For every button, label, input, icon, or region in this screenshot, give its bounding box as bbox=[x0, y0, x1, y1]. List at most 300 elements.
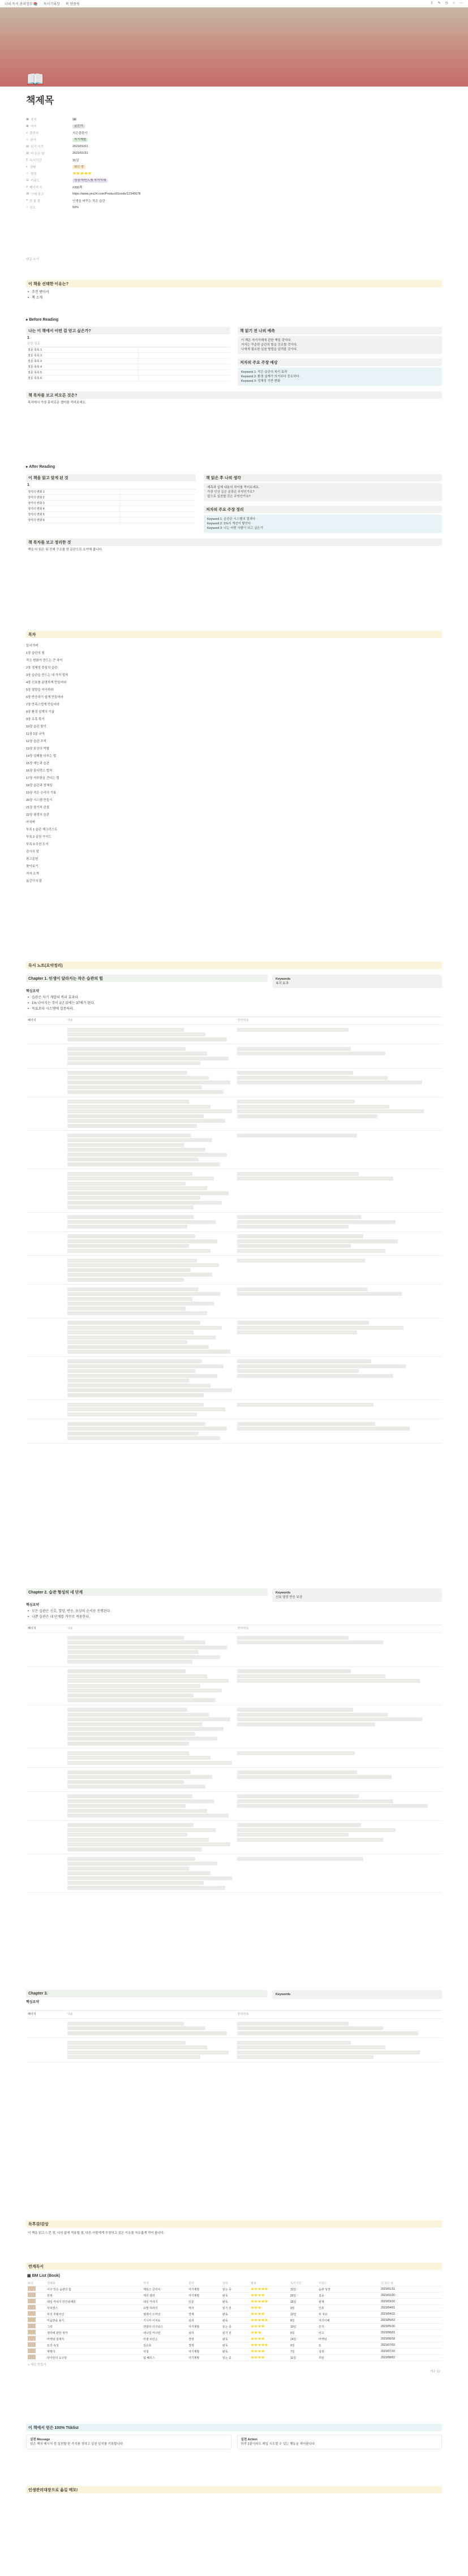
clock-icon[interactable]: ◷ bbox=[445, 2, 448, 5]
summary-item[interactable]: • 목표보다 시스템에 집중하라. bbox=[26, 1006, 442, 1012]
property-value[interactable] bbox=[72, 124, 445, 128]
row-page bbox=[26, 1792, 66, 1820]
row-body bbox=[66, 1748, 235, 1767]
before-right bbox=[238, 327, 442, 386]
book-row[interactable] bbox=[26, 2293, 442, 2299]
reflect-action-label: 실천 Action bbox=[241, 2438, 257, 2441]
progress-icon: ◔ bbox=[26, 206, 28, 209]
property-row[interactable] bbox=[26, 157, 445, 163]
book-cell: 20일 bbox=[290, 2294, 297, 2298]
book-cell[interactable]: 마케팅 설계자 bbox=[47, 2337, 65, 2341]
book-cell: 앤절라 더크워스 bbox=[143, 2325, 164, 2329]
top-bar bbox=[0, 0, 468, 7]
property-name bbox=[26, 124, 72, 128]
after-bottom-text[interactable]: 책을 다 읽은 뒤 전체 구조를 한 문단으로 요약해 봅니다. bbox=[28, 548, 103, 552]
row-body bbox=[66, 1319, 235, 1356]
property-name bbox=[26, 131, 72, 135]
toc-item[interactable]: 6장 반응하기 쉽게 만들어라 bbox=[26, 696, 64, 699]
property-value[interactable] bbox=[72, 165, 445, 169]
star-icon[interactable]: ☆ bbox=[452, 2, 456, 5]
book-cell[interactable]: 타이탄의 도구들 bbox=[47, 2356, 67, 2360]
toc-item[interactable]: 참고문헌 bbox=[26, 858, 38, 861]
table-row[interactable] bbox=[26, 2019, 442, 2038]
book-cell: ⭐⭐⭐⭐ bbox=[251, 2350, 265, 2353]
row-value bbox=[138, 364, 230, 369]
toc-item[interactable]: 13장 보상의 역할 bbox=[26, 747, 50, 751]
toc-item[interactable]: 10장 습관 쌓기 bbox=[26, 725, 46, 729]
book-cover bbox=[26, 2286, 45, 2292]
calendar-icon: ▤ bbox=[26, 145, 29, 148]
table-row[interactable] bbox=[26, 1854, 442, 1893]
book-cell: 자기계발 bbox=[188, 2350, 200, 2354]
table-row[interactable] bbox=[26, 1400, 442, 1419]
why-item[interactable]: • 추천 받아서 bbox=[26, 290, 442, 295]
after-right bbox=[204, 474, 442, 533]
row-value bbox=[119, 501, 196, 506]
property-value-text: https://www.yes24.com/Product/Goods/12345678 bbox=[72, 192, 141, 196]
toc-item[interactable]: 14장 실패를 다루는 법 bbox=[26, 755, 57, 758]
property-value[interactable] bbox=[72, 138, 445, 142]
book-cell: 9일 bbox=[290, 2344, 295, 2347]
toc-item[interactable]: 작은 변화가 만드는 큰 차이 bbox=[26, 659, 63, 662]
row-page bbox=[26, 1821, 66, 1854]
toc-item[interactable]: 1장 습관의 힘 bbox=[26, 652, 45, 655]
table-row[interactable] bbox=[26, 347, 230, 353]
property-row[interactable] bbox=[26, 163, 445, 170]
toc-list bbox=[26, 638, 442, 885]
book-cell[interactable]: 데일 카네기 인간관계론 bbox=[47, 2300, 76, 2304]
reflect-action-text: 하루 2분이라도 매일 시도할 수 있는 행동을 적어봅니다. bbox=[241, 2443, 316, 2446]
property-row[interactable] bbox=[26, 116, 445, 123]
chapter-title[interactable]: Chapter 3. bbox=[26, 1990, 268, 1997]
topbar-actions bbox=[430, 1, 463, 6]
table-row[interactable] bbox=[26, 1748, 442, 1768]
book-cell: 완독 bbox=[222, 2300, 228, 2304]
book-cell[interactable]: 사피엔스 bbox=[47, 2306, 58, 2310]
book-cell: 루틴 bbox=[319, 2356, 324, 2360]
property-tag: 읽는 중 bbox=[72, 165, 85, 169]
property-name bbox=[26, 144, 72, 149]
property-name bbox=[26, 158, 72, 162]
book-cell: 제임스 클리어 bbox=[143, 2288, 161, 2291]
section-after bbox=[26, 464, 442, 554]
book-cell: 러셀 브런슨 bbox=[143, 2337, 158, 2341]
reflect-message-label: 실천 Message bbox=[30, 2438, 50, 2441]
book-table bbox=[26, 2280, 442, 2361]
property-name bbox=[26, 199, 72, 203]
property-value[interactable] bbox=[72, 145, 445, 148]
calendar-icon: ▤ bbox=[26, 152, 29, 155]
row-label: 질문 목록 1 bbox=[28, 348, 42, 352]
column-header: 페이지 bbox=[28, 1019, 36, 1022]
property-value[interactable] bbox=[72, 118, 445, 121]
keyword-line: Keyword 3: 나는 어떤 사람이 되고 싶은가 bbox=[207, 527, 263, 530]
chapter-summary-toggle[interactable]: 핵심요약 bbox=[26, 1604, 40, 1607]
book-cell: 게리 켈러 bbox=[143, 2294, 155, 2298]
status-icon: ◐ bbox=[26, 165, 28, 169]
book-row[interactable] bbox=[26, 2349, 442, 2355]
book-cell: 2023/08/02 bbox=[381, 2356, 396, 2359]
property-row[interactable] bbox=[26, 177, 445, 184]
table-row[interactable] bbox=[26, 1025, 442, 1044]
before-title: Before Reading bbox=[29, 318, 59, 322]
toc-item[interactable]: 부록 2 실천 가이드 bbox=[26, 835, 51, 839]
book-cell: ⭐⭐⭐⭐⭐ bbox=[251, 2300, 269, 2303]
book-row[interactable] bbox=[26, 2305, 442, 2311]
property-label: 상태 bbox=[29, 166, 36, 169]
property-value-text: 2023/01/31 bbox=[72, 152, 88, 155]
property-name bbox=[26, 117, 72, 122]
breadcrumb-1[interactable]: 나의 독서 관리장부 📚 bbox=[5, 3, 38, 6]
book-cell[interactable]: 그릿 bbox=[47, 2325, 53, 2329]
reflect-message[interactable] bbox=[26, 2435, 231, 2449]
table-row[interactable] bbox=[26, 1667, 442, 1705]
toc-item[interactable]: 20장 시스템 만들기 bbox=[26, 799, 53, 802]
table-row[interactable] bbox=[26, 2038, 442, 2062]
keywords-label: Keywords bbox=[276, 977, 291, 981]
table-row[interactable] bbox=[26, 1232, 442, 1256]
column-header: 키워드 bbox=[319, 2281, 327, 2285]
book-cell: 2023/07/03 bbox=[381, 2344, 396, 2347]
property-name bbox=[26, 205, 72, 210]
toc-item[interactable]: 11장 2분 규칙 bbox=[26, 733, 45, 736]
property-value[interactable] bbox=[72, 131, 445, 135]
book-row[interactable] bbox=[26, 2355, 442, 2361]
toc-item[interactable]: 5장 열망을 자극하라 bbox=[26, 688, 54, 692]
row-note bbox=[235, 2019, 442, 2037]
cover-thumbnail bbox=[28, 2336, 36, 2341]
book-row[interactable] bbox=[26, 2286, 442, 2293]
table-row[interactable] bbox=[26, 1705, 442, 1749]
toc-item[interactable]: 15장 재능과 습관 bbox=[26, 762, 50, 765]
table-row[interactable] bbox=[26, 1097, 442, 1131]
related-db-label: BM List (Book) bbox=[32, 2274, 60, 2278]
column-header: 생각/적용 bbox=[237, 2013, 249, 2016]
table-row[interactable] bbox=[26, 518, 196, 523]
column-header: 책제목 bbox=[47, 2281, 55, 2285]
book-cell: 자청 bbox=[143, 2350, 149, 2354]
summary-item[interactable]: • 1% 나아지는 것이 1년 뒤에는 37배가 된다. bbox=[26, 1001, 442, 1006]
chapter-header bbox=[26, 1990, 442, 1999]
book-cell[interactable]: 역행자 bbox=[47, 2350, 55, 2354]
comment-icon[interactable]: ✎ bbox=[437, 2, 441, 5]
book-cell: ⭐⭐⭐⭐ bbox=[251, 2356, 265, 2359]
book-cell: 7일 bbox=[290, 2350, 295, 2354]
book-row[interactable] bbox=[26, 2342, 442, 2349]
after-keywords[interactable] bbox=[204, 515, 442, 533]
row-note bbox=[235, 1854, 442, 1892]
toc-item[interactable]: 17장 지루함을 견디는 법 bbox=[26, 777, 59, 780]
column-header: 분야 bbox=[188, 2281, 194, 2285]
related-db-title[interactable] bbox=[26, 2270, 442, 2280]
property-value[interactable] bbox=[72, 152, 445, 155]
table-row[interactable] bbox=[26, 1044, 442, 1069]
table-row[interactable] bbox=[26, 1792, 442, 1821]
thought-line: 가장 인상 깊은 문장은 무엇인가요? bbox=[207, 490, 255, 494]
book-cell[interactable]: 아주 작은 습관의 힘 bbox=[47, 2288, 71, 2291]
book-cell[interactable]: 부의 추월차선 bbox=[47, 2312, 65, 2316]
property-row[interactable] bbox=[26, 143, 445, 150]
property-label: 평점 bbox=[30, 173, 37, 176]
after-thoughts[interactable] bbox=[204, 483, 442, 501]
book-row[interactable] bbox=[26, 2330, 442, 2336]
book-row[interactable] bbox=[26, 2336, 442, 2342]
book-cover bbox=[26, 2317, 45, 2323]
book-cell: 2023/05/02 bbox=[381, 2319, 396, 2322]
before-left bbox=[26, 327, 230, 386]
more-icon[interactable]: ⋯ bbox=[460, 2, 463, 5]
table-row[interactable] bbox=[26, 489, 196, 495]
property-value[interactable] bbox=[72, 199, 445, 203]
row-page bbox=[26, 2019, 66, 2037]
property-label: 표지 bbox=[31, 118, 37, 122]
summary-item[interactable]: • 나쁜 습관은 네 단계를 거꾸로 적용한다. bbox=[26, 1614, 442, 1620]
share-icon[interactable]: ⇪ bbox=[430, 2, 433, 5]
chapter-title[interactable]: Chapter 1. 인생이 달라지는 작은 습관의 힘 bbox=[26, 975, 268, 982]
toc-item[interactable]: 19장 작은 승리의 기록 bbox=[26, 791, 57, 795]
property-value[interactable] bbox=[72, 172, 445, 175]
row-count: 개수 12 bbox=[430, 2370, 440, 2373]
table-row[interactable] bbox=[26, 1821, 442, 1855]
toc-item[interactable]: 2장 정체성 중심의 습관 bbox=[26, 666, 58, 670]
row-page bbox=[26, 1768, 66, 1791]
book-row[interactable] bbox=[26, 2317, 442, 2324]
breadcrumb-3[interactable]: 북 템플릿 bbox=[65, 3, 80, 6]
column-header: 생각/적용 bbox=[237, 1627, 249, 1630]
reflect-action[interactable] bbox=[237, 2435, 443, 2449]
chapter-header bbox=[26, 975, 442, 988]
table-row[interactable] bbox=[26, 353, 230, 359]
chapter-title[interactable]: Chapter 2. 습관 형성의 네 단계 bbox=[26, 1588, 268, 1596]
before-toggle[interactable] bbox=[26, 317, 442, 324]
section-before bbox=[26, 317, 442, 407]
column-header: 저자 bbox=[143, 2281, 149, 2285]
book-cell: ⭐⭐⭐⭐ bbox=[251, 2325, 265, 2328]
property-row[interactable] bbox=[26, 136, 445, 143]
table-row[interactable] bbox=[26, 501, 196, 506]
table-row[interactable] bbox=[26, 1633, 442, 1667]
property-list bbox=[26, 116, 445, 211]
property-label: 다 읽은 날 bbox=[31, 152, 45, 156]
row-note bbox=[235, 2038, 442, 2062]
toc-item[interactable]: 21장 장기적 관점 bbox=[26, 806, 50, 809]
new-row-button[interactable]: + 새로 만들기 bbox=[28, 2363, 46, 2367]
book-cell: 대니얼 카너먼 bbox=[143, 2331, 161, 2335]
thought-line: 예측과 실제 내용의 차이를 적어보세요. bbox=[207, 486, 260, 489]
row-page bbox=[26, 1069, 66, 1097]
book-cell: 자기계발 bbox=[188, 2294, 200, 2298]
page-icon[interactable]: 📖 bbox=[26, 71, 45, 88]
property-label: 진도 bbox=[29, 206, 36, 210]
property-row[interactable] bbox=[26, 204, 445, 211]
property-row[interactable] bbox=[26, 123, 445, 130]
book-cell[interactable]: 돈의 속성 bbox=[47, 2344, 59, 2347]
column-header: 평점 bbox=[251, 2281, 256, 2285]
row-page bbox=[26, 1748, 66, 1767]
book-cell: 읽는 중 bbox=[222, 2356, 231, 2360]
before-bottom-text[interactable]: 목차에서 가장 흥미로운 챕터를 적어보세요. bbox=[28, 401, 87, 404]
book-cell: ⭐⭐⭐⭐⭐ bbox=[251, 2344, 269, 2347]
book-cell[interactable]: 미움받을 용기 bbox=[47, 2319, 65, 2323]
property-row[interactable] bbox=[26, 170, 445, 177]
table-row[interactable] bbox=[26, 1768, 442, 1792]
cover-thumbnail bbox=[28, 2305, 36, 2310]
property-value[interactable] bbox=[72, 158, 445, 162]
table-row[interactable] bbox=[26, 512, 196, 518]
table-row[interactable] bbox=[26, 1131, 442, 1169]
property-value[interactable] bbox=[72, 192, 445, 196]
book-cell: 2023/05/20 bbox=[381, 2325, 396, 2328]
toc-item[interactable]: 감사의 말 bbox=[26, 850, 39, 854]
property-row[interactable] bbox=[26, 130, 445, 136]
row-note bbox=[235, 1705, 442, 1748]
cover-thumbnail bbox=[28, 2330, 36, 2334]
chapter-summary-toggle[interactable]: 핵심요약 bbox=[26, 990, 40, 993]
row-body bbox=[66, 1768, 235, 1791]
property-tag: 글쓴이 bbox=[72, 124, 85, 128]
property-value[interactable] bbox=[72, 179, 445, 183]
row-note bbox=[235, 1025, 442, 1044]
table-row[interactable] bbox=[26, 1419, 442, 1444]
column-header: 페이지 bbox=[28, 2013, 36, 2016]
why-item[interactable]: • 책 소개 bbox=[26, 295, 442, 301]
property-label: 한 줄 평 bbox=[29, 200, 40, 203]
row-value bbox=[119, 518, 196, 523]
book-cover bbox=[26, 2293, 45, 2298]
table-header bbox=[26, 2011, 442, 2019]
after-left-header: 이 책을 읽고 알게 된 것 bbox=[26, 474, 196, 481]
table-row[interactable] bbox=[26, 1213, 442, 1232]
book-cell: 14일 bbox=[290, 2337, 297, 2341]
section-review bbox=[26, 2220, 442, 2239]
table-row[interactable] bbox=[26, 1169, 442, 1213]
before-keywords[interactable] bbox=[238, 368, 442, 386]
table-row[interactable] bbox=[26, 1319, 442, 1357]
property-value[interactable] bbox=[72, 206, 445, 209]
page-title[interactable]: 책제목 bbox=[26, 95, 54, 106]
table-row[interactable] bbox=[26, 1357, 442, 1401]
row-page bbox=[26, 1633, 66, 1666]
book-cell: 자기계발 bbox=[188, 2325, 200, 2329]
book-cell[interactable]: 생각에 관한 생각 bbox=[47, 2331, 68, 2335]
row-page bbox=[26, 2038, 66, 2062]
book-row[interactable] bbox=[26, 2311, 442, 2317]
toc-item[interactable]: 22장 평생의 습관 bbox=[26, 813, 50, 817]
toc-item[interactable]: 들어가며 bbox=[26, 644, 38, 648]
table-row[interactable] bbox=[26, 359, 230, 364]
toc-item[interactable]: 12장 습관 추적 bbox=[26, 740, 46, 743]
table-header bbox=[26, 1625, 442, 1633]
column-header: 독서기간 bbox=[290, 2281, 302, 2285]
toc-item[interactable]: 16장 골디락스 법칙 bbox=[26, 769, 53, 773]
book-cell: 완독 bbox=[222, 2319, 228, 2323]
toc-item[interactable]: 옮긴이의 말 bbox=[26, 880, 42, 883]
before-prediction[interactable] bbox=[238, 336, 442, 354]
book-cell: 집중 bbox=[319, 2294, 324, 2298]
table-row[interactable] bbox=[26, 1069, 442, 1097]
toc-item[interactable]: 저자 소개 bbox=[26, 872, 39, 876]
chapter-keywords[interactable] bbox=[272, 975, 442, 988]
book-row[interactable] bbox=[26, 2324, 442, 2330]
review-text[interactable]: 이 책을 읽고 느낀 점, 나의 삶에 적용할 점, 다른 사람에게 추천하고 싶은 이유를 자유롭게 적어 봅니다. bbox=[28, 2232, 165, 2235]
row-value bbox=[138, 353, 230, 358]
add-comment[interactable] bbox=[26, 257, 442, 262]
property-value[interactable] bbox=[72, 185, 445, 189]
book-cell: 사고 bbox=[319, 2331, 324, 2335]
book-cell: 성장 bbox=[319, 2350, 324, 2354]
notes-header: 독서 노트(요약정리) bbox=[26, 962, 442, 969]
toc-item[interactable]: 7장 만족스럽게 만들어라 bbox=[26, 703, 60, 707]
toggle-arrow-icon: ▸ bbox=[26, 318, 29, 322]
table-row[interactable] bbox=[26, 376, 230, 381]
prediction-line: 나에게 필요한 실천 방법을 알려줄 것이다. bbox=[241, 348, 298, 351]
toggle-arrow-icon: ▸ bbox=[26, 465, 29, 469]
property-row[interactable] bbox=[26, 184, 445, 191]
book-cell: 2023/04/01 bbox=[381, 2306, 396, 2310]
table-row[interactable] bbox=[26, 1256, 442, 1285]
book-cell[interactable]: 원씽 bbox=[47, 2294, 53, 2298]
book-cell: 경영 bbox=[188, 2337, 194, 2341]
table-row[interactable] bbox=[26, 1285, 442, 1319]
keywords-value: 복리 효과 bbox=[276, 982, 289, 985]
table-row[interactable] bbox=[26, 506, 196, 512]
table-row[interactable] bbox=[26, 370, 230, 376]
table-row[interactable] bbox=[26, 364, 230, 370]
table-row[interactable] bbox=[26, 495, 196, 501]
property-row[interactable] bbox=[26, 150, 445, 157]
chapter-keywords[interactable] bbox=[272, 1990, 442, 1999]
toc-item[interactable]: 부록 1 습관 체크리스트 bbox=[26, 828, 58, 832]
after-toggle[interactable] bbox=[26, 464, 442, 471]
toc-item[interactable]: 8장 환경 설계의 기술 bbox=[26, 710, 55, 714]
book-cell: 돈 bbox=[319, 2344, 321, 2347]
chapter-keywords[interactable] bbox=[272, 1588, 442, 1602]
property-row[interactable] bbox=[26, 197, 445, 204]
property-row[interactable] bbox=[26, 191, 445, 197]
section-memo bbox=[26, 2486, 442, 2493]
before-left-caption: 관련 질문 bbox=[27, 342, 40, 346]
toc-item[interactable]: 3장 습관을 만드는 네 가지 법칙 bbox=[26, 674, 68, 677]
book-cell: 0일 bbox=[290, 2331, 295, 2335]
section-related bbox=[26, 2263, 442, 2375]
row-value bbox=[138, 359, 230, 364]
toc-item[interactable]: 찾아보기 bbox=[26, 865, 38, 868]
toc-item[interactable]: 9장 유혹 묶기 bbox=[26, 718, 45, 721]
row-body bbox=[66, 1667, 235, 1705]
row-page bbox=[26, 1400, 66, 1419]
book-row[interactable] bbox=[26, 2299, 442, 2305]
toc-item[interactable]: 부록 3 추천 도서 bbox=[26, 843, 49, 846]
keywords-label: Keywords bbox=[276, 1591, 291, 1595]
toc-item[interactable]: 마치며 bbox=[26, 821, 35, 824]
row-page bbox=[26, 1256, 66, 1284]
chapter-summary-toggle[interactable]: 핵심요약 bbox=[26, 2001, 40, 2004]
row-note bbox=[235, 1044, 442, 1068]
summary-item[interactable]: • 모든 습관은 신호, 열망, 반응, 보상의 순서로 진행된다. bbox=[26, 1609, 442, 1614]
row-note bbox=[235, 1357, 442, 1400]
column-header: 표지 bbox=[28, 2281, 33, 2285]
column-header: 내용 bbox=[67, 1019, 73, 1022]
toc-item[interactable]: 4장 신호를 분명하게 만들어라 bbox=[26, 681, 67, 684]
cover-thumbnail bbox=[28, 2317, 36, 2322]
book-cell: 읽기 전 bbox=[222, 2306, 231, 2310]
page-cover[interactable] bbox=[0, 7, 468, 87]
book-cover bbox=[26, 2330, 45, 2336]
summary-item[interactable]: • 습관은 자기 계발의 복리 효과다. bbox=[26, 995, 442, 1001]
row-note bbox=[235, 1633, 442, 1666]
breadcrumb-2[interactable]: 독서기록장 bbox=[43, 3, 60, 6]
toc-item[interactable]: 18장 습관과 정체성 bbox=[26, 784, 53, 787]
